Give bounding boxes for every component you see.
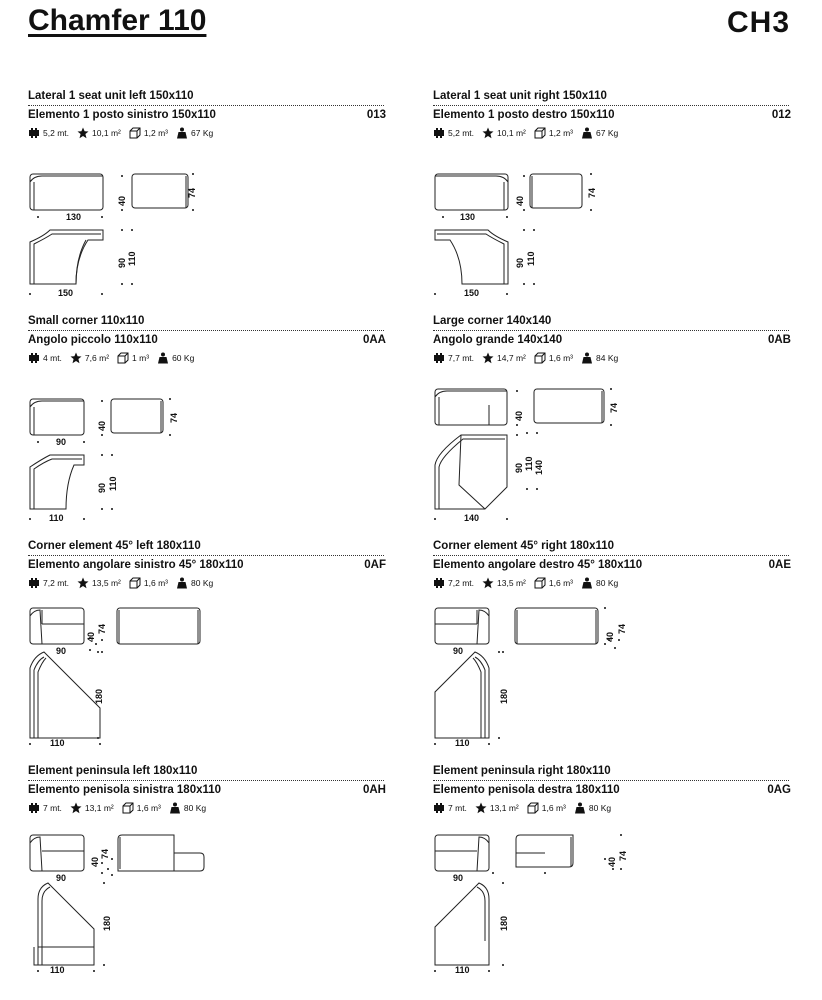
- product-code: 0AA: [362, 334, 386, 346]
- weight-unit: Kg: [600, 803, 612, 813]
- weight-unit: Kg: [195, 803, 207, 813]
- product-name-it: Elemento angolare sinistro 45° 180x110: [28, 559, 244, 571]
- dim-front-height: 40: [515, 195, 525, 206]
- dim-front-height: 40: [607, 856, 617, 867]
- dim-top-width: 110: [50, 738, 65, 748]
- fabric-unit: mt.: [57, 578, 70, 588]
- dim-front-width: 130: [66, 212, 82, 222]
- weight-value: 80: [183, 803, 194, 813]
- leather-unit: m²: [515, 578, 526, 588]
- product-code: 013: [366, 109, 386, 121]
- dim-side-height: 74: [609, 402, 619, 413]
- dim-front-width: 90: [56, 646, 67, 656]
- fabric-unit: mt.: [57, 128, 70, 138]
- leather-unit: m²: [515, 128, 526, 138]
- dim-top-depth: 180: [499, 915, 509, 931]
- weight-unit: Kg: [202, 578, 214, 588]
- product-code: 0AE: [768, 559, 791, 571]
- fabric-unit: mt.: [462, 128, 475, 138]
- leather-value: 13,1: [489, 803, 507, 813]
- dim-front-height: 40: [117, 195, 127, 206]
- volume-unit: m³: [139, 353, 150, 363]
- product-name-en: Large corner 140x140: [433, 315, 552, 327]
- leather-unit: m²: [515, 353, 526, 363]
- dim-top-width: 150: [58, 288, 74, 298]
- product-section-0AE: [433, 540, 791, 760]
- weight-value: 80: [190, 578, 201, 588]
- product-code: 0AH: [362, 784, 386, 796]
- dim-top-width: 110: [455, 738, 470, 748]
- weight-unit: Kg: [607, 353, 619, 363]
- fabric-value: 7,2: [448, 578, 460, 588]
- product-section-0AG: [433, 765, 791, 985]
- product-name-en: Small corner 110x110: [28, 315, 145, 327]
- product-name-en: Lateral 1 seat unit left 150x110: [28, 90, 194, 102]
- weight-value: 84: [595, 353, 606, 363]
- product-code: 012: [771, 109, 791, 121]
- page-title: Chamfer 110: [28, 4, 207, 37]
- dim-front-width: 90: [56, 437, 67, 447]
- technical-drawing: [28, 315, 386, 535]
- dim-top-width: 110: [50, 965, 65, 975]
- leather-unit: m²: [110, 128, 121, 138]
- volume-value: 1,6: [548, 353, 561, 363]
- fabric-value: 7,7: [448, 353, 460, 363]
- dim-side-height: 74: [618, 850, 628, 861]
- volume-unit: m³: [555, 803, 566, 813]
- fabric-unit: mt.: [50, 803, 62, 813]
- volume-unit: m³: [563, 578, 573, 588]
- technical-drawing: [433, 90, 791, 310]
- product-section-012: [433, 90, 791, 310]
- product-name-it: Angolo piccolo 110x110: [28, 334, 158, 346]
- volume-unit: m³: [158, 128, 168, 138]
- volume-unit: m³: [563, 128, 573, 138]
- volume-value: 1,6: [136, 803, 149, 813]
- product-name-it: Elemento angolare destro 45° 180x110: [433, 559, 643, 571]
- leather-unit: m²: [99, 353, 110, 363]
- fabric-unit: mt.: [462, 578, 475, 588]
- weight-value: 67: [595, 128, 606, 138]
- dim-top-depth-seat: 90: [515, 257, 525, 268]
- leather-value: 10,1: [497, 128, 514, 138]
- dim-side-height: 74: [100, 848, 110, 859]
- product-name-en: Element peninsula left 180x110: [28, 765, 198, 777]
- volume-unit: m³: [150, 803, 161, 813]
- weight-unit: Kg: [183, 353, 195, 363]
- product-name-it: Elemento penisola destra 180x110: [433, 784, 620, 796]
- leather-value: 13,5: [92, 578, 109, 588]
- dim-top-width: 110: [455, 965, 470, 975]
- product-section-0AB: [433, 315, 791, 535]
- product-section-0AF: [28, 540, 386, 760]
- dim-top-depth: 110: [524, 456, 534, 471]
- dim-side-height: 74: [187, 187, 197, 198]
- fabric-unit: mt.: [462, 353, 475, 363]
- dim-front-height: 40: [86, 631, 96, 642]
- dim-front-height: 40: [605, 631, 615, 642]
- technical-drawing: [28, 90, 386, 310]
- leather-value: 14,7: [497, 353, 514, 363]
- volume-value: 1,6: [548, 578, 561, 588]
- product-name-it: Elemento penisola sinistra 180x110: [28, 784, 222, 796]
- leather-unit: m²: [103, 803, 114, 813]
- dim-top-depth: 110: [108, 476, 118, 491]
- leather-value: 10,1: [92, 128, 109, 138]
- leather-unit: m²: [508, 803, 519, 813]
- weight-value: 80: [588, 803, 599, 813]
- product-section-0AA: [28, 315, 386, 535]
- fabric-value: 7,2: [43, 578, 55, 588]
- dim-top-depth: 110: [526, 251, 536, 266]
- dim-top-depth: 180: [102, 915, 112, 931]
- technical-drawing: [28, 540, 386, 760]
- weight-value: 60: [172, 353, 182, 363]
- fabric-unit: mt.: [50, 353, 62, 363]
- weight-value: 80: [595, 578, 606, 588]
- dim-side-height: 74: [169, 412, 179, 423]
- leather-value: 13,1: [84, 803, 102, 813]
- fabric-value: 5,2: [43, 128, 55, 138]
- dim-top-depth: 180: [94, 688, 104, 704]
- dim-side-height: 74: [587, 187, 597, 198]
- dim-front-width: 130: [460, 212, 476, 222]
- technical-drawing: [28, 765, 386, 985]
- product-name-it: Elemento 1 posto destro 150x110: [433, 109, 615, 121]
- fabric-unit: mt.: [455, 803, 467, 813]
- technical-drawing: [433, 540, 791, 760]
- product-name-en: Corner element 45° left 180x110: [28, 540, 201, 552]
- product-name-it: Elemento 1 posto sinistro 150x110: [28, 109, 216, 121]
- product-name-en: Element peninsula right 180x110: [433, 765, 611, 777]
- dim-top-width: 140: [464, 513, 480, 523]
- dim-top-width: 150: [464, 288, 480, 298]
- product-code: 0AB: [767, 334, 791, 346]
- leather-value: 7,6: [84, 353, 97, 363]
- volume-value: 1,6: [143, 578, 156, 588]
- product-name-it: Angolo grande 140x140: [433, 334, 563, 346]
- volume-value: 1,6: [541, 803, 554, 813]
- leather-value: 13,5: [497, 578, 514, 588]
- leather-unit: m²: [110, 578, 121, 588]
- dim-side-height: 74: [617, 623, 627, 634]
- weight-value: 67: [190, 128, 201, 138]
- fabric-value: 7: [43, 803, 48, 813]
- volume-value: 1,2: [548, 128, 561, 138]
- dim-top-depth-full: 140: [534, 459, 544, 475]
- product-code: 0AF: [364, 559, 386, 571]
- dim-front-height: 40: [514, 410, 524, 421]
- dim-top-depth: 110: [127, 251, 137, 266]
- dim-front-width: 90: [56, 873, 67, 883]
- dim-top-depth-seat: 90: [117, 257, 127, 268]
- dim-front-width: 90: [453, 646, 464, 656]
- dim-top-depth: 180: [499, 688, 509, 704]
- weight-unit: Kg: [607, 578, 619, 588]
- weight-unit: Kg: [607, 128, 619, 138]
- product-name-en: Lateral 1 seat unit right 150x110: [433, 90, 607, 102]
- dim-top-depth-seat: 90: [514, 462, 524, 473]
- fabric-value: 4: [43, 353, 48, 363]
- product-section-013: [28, 90, 386, 310]
- dim-front-height: 40: [90, 856, 100, 867]
- fabric-value: 5,2: [448, 128, 460, 138]
- weight-unit: Kg: [202, 128, 214, 138]
- volume-unit: m³: [563, 353, 573, 363]
- collection-code: CH3: [726, 6, 790, 39]
- volume-unit: m³: [158, 578, 168, 588]
- product-section-0AH: [28, 765, 386, 985]
- dim-top-width: 110: [49, 513, 64, 523]
- dim-side-height: 74: [97, 623, 107, 634]
- fabric-value: 7: [448, 803, 453, 813]
- volume-value: 1: [132, 353, 137, 363]
- technical-drawing: [433, 315, 791, 535]
- product-code: 0AG: [767, 784, 791, 796]
- dim-top-depth-seat: 90: [97, 482, 107, 493]
- volume-value: 1,2: [143, 128, 156, 138]
- product-name-en: Corner element 45° right 180x110: [433, 540, 615, 552]
- dim-front-width: 90: [453, 873, 464, 883]
- technical-drawing: [433, 765, 791, 985]
- dim-front-height: 40: [97, 420, 107, 431]
